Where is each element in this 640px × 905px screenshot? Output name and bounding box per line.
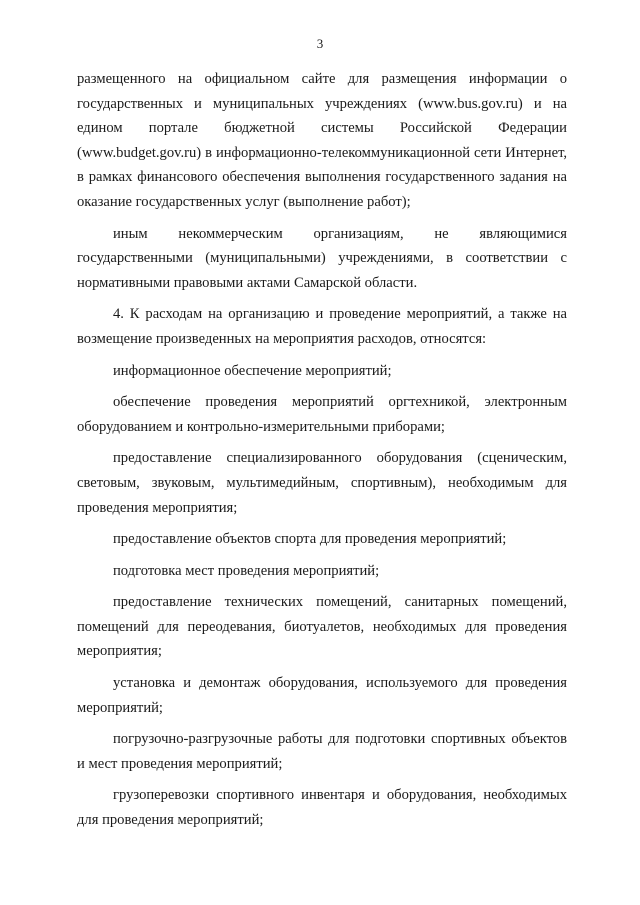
list-item: установка и демонтаж оборудования, используемого для проведения мероприятий;: [77, 675, 567, 716]
list-item: обеспечение проведения мероприятий оргтехникой, электронным оборудованием и контрольно-измерительными приборами;: [77, 394, 567, 435]
list-item: предоставление объектов спорта для проведения мероприятий;: [113, 531, 507, 548]
list-item: информационное обеспечение мероприятий;: [113, 362, 392, 379]
list-item: грузоперевозки спортивного инвентаря и оборудования, необходимых для проведения мероприятий;: [77, 787, 567, 829]
list-item: погрузочно-разгрузочные работы для подготовки спортивных объектов и мест проведения мероприятий;: [77, 731, 567, 772]
document-body: [77, 67, 567, 833]
list-item: предоставление специализированного оборудования (сценическим, световым, звуковым, мультимедийным, спортивным), необходимым для проведения мероприятия;: [77, 450, 567, 516]
paragraph-section-4: 4. К расходам на организацию и проведение мероприятий, а также на возмещение произведенных на мероприятия расходов, относятся:: [77, 306, 567, 347]
paragraph-continuation: размещенного на официальном сайте для размещения информации о государственных и муниципальных учреждениях (www.bus.gov.ru) и на едином портале бюджетной системы Российской Федерации (www.budget.gov.ru) в информационно-телекоммуникационной сети Интернет, в рамках финансового обеспечения выполнения государственного задания на оказание государственных услуг (выполнение работ);: [77, 71, 567, 210]
paragraph: иным некоммерческим организациям, не являющимися государственными (муниципальными) учреждениями, в соответствии с нормативными правовыми актами Самарской области.: [77, 225, 567, 291]
list-item: предоставление технических помещений, санитарных помещений, помещений для переодевания, биотуалетов, необходимых для проведения мероприятия;: [77, 594, 567, 660]
list-item: подготовка мест проведения мероприятий;: [113, 562, 380, 579]
page-number: 3: [316, 36, 324, 51]
